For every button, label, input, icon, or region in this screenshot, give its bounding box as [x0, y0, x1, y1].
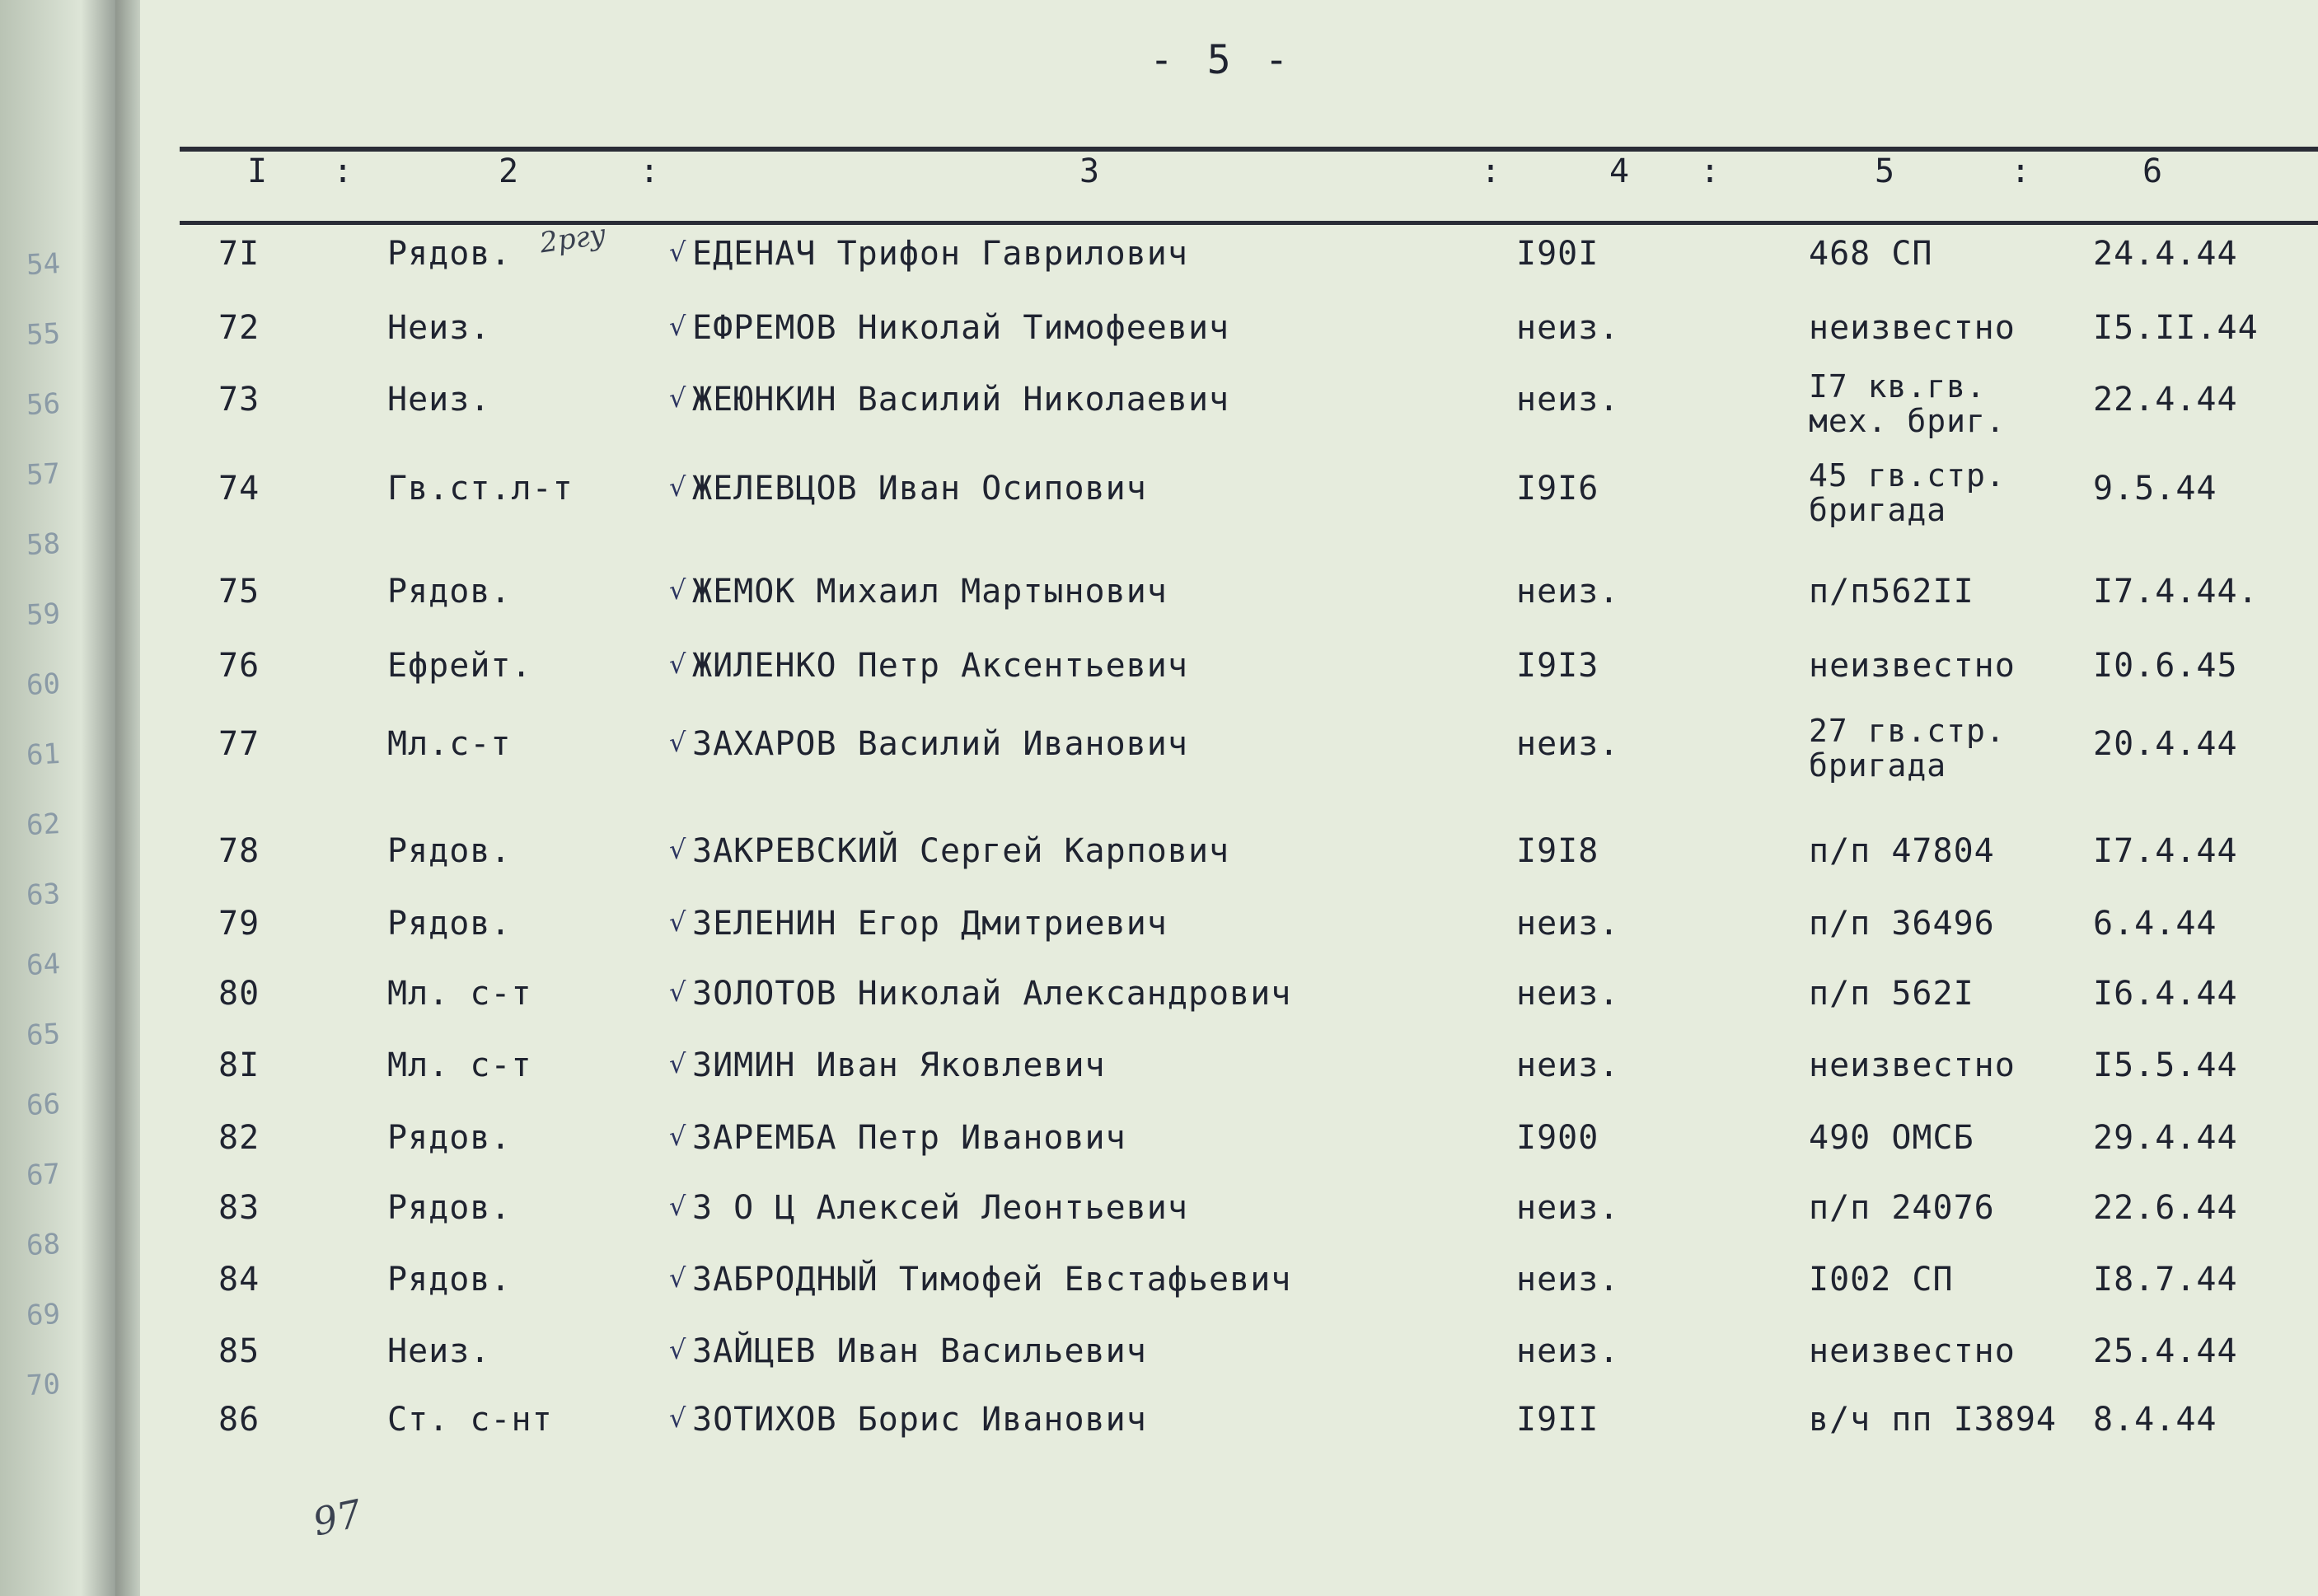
unit-cell: неизвестно — [1809, 1332, 2016, 1370]
row-number: 82 — [218, 1119, 260, 1157]
birth-year-cell: неиз. — [1516, 725, 1620, 763]
row-number: 73 — [218, 381, 260, 419]
unit-cell: 45 гв.стр. бригада — [1809, 457, 2006, 528]
date-cell: 6.4.44 — [2093, 905, 2217, 943]
unit-cell: в/ч пп I3894 — [1809, 1401, 2057, 1439]
header-separator: : — [1481, 152, 1501, 190]
row-number: 74 — [218, 470, 260, 508]
birth-year-cell: неиз. — [1516, 1261, 1620, 1299]
rank-cell: Мл. с-т — [387, 975, 532, 1013]
checkmark-icon: √ — [669, 574, 686, 606]
unit-cell: п/п 36496 — [1809, 905, 1995, 943]
left-page-row-number: 57 — [26, 456, 61, 493]
left-page-row-number: 55 — [26, 316, 61, 353]
row-number: 80 — [218, 975, 260, 1013]
unit-cell: 468 СП — [1809, 235, 1933, 273]
rank-cell: Неиз. — [387, 1332, 491, 1370]
checkmark-icon: √ — [669, 1121, 686, 1152]
name-cell: ЕФРЕМОВ Николай Тимофеевич — [692, 309, 1230, 347]
table-row — [0, 647, 2318, 713]
table-row — [0, 309, 2318, 375]
checkmark-icon: √ — [669, 976, 686, 1008]
left-page-row-number: 67 — [26, 1157, 61, 1193]
header-col-4: 4 — [1609, 152, 1630, 190]
header-col-2: 2 — [499, 152, 519, 190]
row-number: 8I — [218, 1046, 260, 1084]
row-number: 7I — [218, 235, 260, 273]
date-cell: I7.4.44. — [2093, 573, 2259, 611]
name-cell: ЗАБРОДНЫЙ Тимофей Евстафьевич — [692, 1261, 1292, 1299]
checkmark-icon: √ — [669, 236, 686, 268]
left-page-row-number: 54 — [26, 246, 61, 283]
birth-year-cell: неиз. — [1516, 309, 1620, 347]
left-page-row-number: 64 — [26, 947, 61, 983]
table-row — [0, 832, 2318, 898]
unit-cell: п/п562II — [1809, 573, 1974, 611]
birth-year-cell: неиз. — [1516, 1189, 1620, 1227]
margin-annotation: 2ргу — [537, 218, 608, 260]
birth-year-cell: неиз. — [1516, 573, 1620, 611]
date-cell: I7.4.44 — [2093, 832, 2238, 870]
table-row — [0, 1261, 2318, 1327]
table-header-rule — [180, 221, 2318, 225]
birth-year-cell: I9I6 — [1516, 470, 1599, 508]
birth-year-cell: I9I3 — [1516, 647, 1599, 685]
checkmark-icon: √ — [669, 382, 686, 414]
left-page-row-number: 58 — [26, 527, 61, 563]
header-separator: : — [639, 152, 660, 190]
birth-year-cell: I9I8 — [1516, 832, 1599, 870]
rank-cell: Гв.ст.л-т — [387, 470, 574, 508]
rank-cell: Мл. с-т — [387, 1046, 532, 1084]
page-number: - 5 - — [1150, 37, 1294, 83]
table-row — [0, 573, 2318, 639]
rank-cell: Неиз. — [387, 309, 491, 347]
birth-year-cell: неиз. — [1516, 905, 1620, 943]
date-cell: 9.5.44 — [2093, 470, 2217, 508]
birth-year-cell: I9II — [1516, 1401, 1599, 1439]
row-number: 78 — [218, 832, 260, 870]
rank-cell: Ефрейт. — [387, 647, 532, 685]
left-page-row-number: 69 — [26, 1297, 61, 1333]
unit-cell: п/п 24076 — [1809, 1189, 1995, 1227]
rank-cell: Рядов. — [387, 1261, 512, 1299]
name-cell: ЖЕМОК Михаил Мартынович — [692, 573, 1168, 611]
birth-year-cell: I900 — [1516, 1119, 1599, 1157]
row-number: 72 — [218, 309, 260, 347]
birth-year-cell: неиз. — [1516, 1332, 1620, 1370]
rank-cell: Рядов. — [387, 832, 512, 870]
name-cell: ЗЕЛЕНИН Егор Дмитриевич — [692, 905, 1168, 943]
checkmark-icon: √ — [669, 1048, 686, 1079]
left-page-row-number: 70 — [26, 1367, 61, 1403]
header-col-6: 6 — [2142, 152, 2163, 190]
name-cell: ЗАХАРОВ Василий Иванович — [692, 725, 1188, 763]
unit-cell: неизвестно — [1809, 647, 2016, 685]
date-cell: 20.4.44 — [2093, 725, 2238, 763]
checkmark-icon: √ — [669, 906, 686, 938]
left-page-row-number: 60 — [26, 667, 61, 703]
birth-year-cell: I90I — [1516, 235, 1599, 273]
table-row — [0, 1189, 2318, 1255]
table-row — [0, 713, 2318, 791]
unit-cell: п/п 47804 — [1809, 832, 1995, 870]
checkmark-icon: √ — [669, 471, 686, 503]
left-page-row-number: 63 — [26, 877, 61, 913]
table-row — [0, 1332, 2318, 1398]
row-number: 86 — [218, 1401, 260, 1439]
left-page-row-number: 65 — [26, 1017, 61, 1053]
date-cell: 8.4.44 — [2093, 1401, 2217, 1439]
name-cell: ЖИЛЕНКО Петр Аксентьевич — [692, 647, 1188, 685]
rank-cell: Рядов. — [387, 905, 512, 943]
row-number: 77 — [218, 725, 260, 763]
name-cell: ЖЕЮНКИН Василий Николаевич — [692, 381, 1230, 419]
checkmark-icon: √ — [669, 648, 686, 680]
date-cell: I6.4.44 — [2093, 975, 2238, 1013]
table-row — [0, 905, 2318, 971]
header-col-1: I — [247, 152, 268, 190]
left-page-row-number: 56 — [26, 386, 61, 423]
checkmark-icon: √ — [669, 834, 686, 865]
row-number: 79 — [218, 905, 260, 943]
left-page-row-number: 68 — [26, 1227, 61, 1263]
name-cell: ЗАКРЕВСКИЙ Сергей Карпович — [692, 832, 1230, 870]
unit-cell: 27 гв.стр. бригада — [1809, 713, 2006, 784]
header-separator: : — [333, 152, 354, 190]
birth-year-cell: неиз. — [1516, 1046, 1620, 1084]
birth-year-cell: неиз. — [1516, 381, 1620, 419]
date-cell: 29.4.44 — [2093, 1119, 2238, 1157]
date-cell: I8.7.44 — [2093, 1261, 2238, 1299]
checkmark-icon: √ — [669, 1191, 686, 1222]
left-page-row-number: 62 — [26, 807, 61, 843]
unit-cell: I002 СП — [1809, 1261, 1954, 1299]
row-number: 76 — [218, 647, 260, 685]
table-row — [0, 1401, 2318, 1467]
date-cell: 22.4.44 — [2093, 381, 2238, 419]
name-cell: З О Ц Алексей Леонтьевич — [692, 1189, 1188, 1227]
rank-cell: Мл.с-т — [387, 725, 512, 763]
name-cell: ЗАРЕМБА Петр Иванович — [692, 1119, 1126, 1157]
name-cell: ЗИМИН Иван Яковлевич — [692, 1046, 1106, 1084]
date-cell: I0.6.45 — [2093, 647, 2238, 685]
rank-cell: Рядов. — [387, 573, 512, 611]
row-number: 75 — [218, 573, 260, 611]
left-page-row-number: 59 — [26, 597, 61, 633]
header-col-3: 3 — [1079, 152, 1100, 190]
rank-cell: Рядов. — [387, 1189, 512, 1227]
unit-cell: неизвестно — [1809, 1046, 2016, 1084]
checkmark-icon: √ — [669, 1262, 686, 1294]
date-cell: I5.5.44 — [2093, 1046, 2238, 1084]
date-cell: 25.4.44 — [2093, 1332, 2238, 1370]
date-cell: 24.4.44 — [2093, 235, 2238, 273]
header-separator: : — [1700, 152, 1721, 190]
rank-cell: Ст. с-нт — [387, 1401, 553, 1439]
rank-cell: Рядов. — [387, 235, 512, 273]
checkmark-icon: √ — [669, 1402, 686, 1434]
date-cell: 22.6.44 — [2093, 1189, 2238, 1227]
table-row — [0, 975, 2318, 1041]
left-page-row-number: 66 — [26, 1087, 61, 1123]
header-col-5: 5 — [1875, 152, 1895, 190]
unit-cell: неизвестно — [1809, 309, 2016, 347]
pencil-page-mark: 97 — [309, 1491, 366, 1545]
table-row — [0, 457, 2318, 536]
unit-cell: 490 ОМСБ — [1809, 1119, 1974, 1157]
unit-cell: I7 кв.гв. мех. бриг. — [1809, 368, 2006, 439]
rank-cell: Неиз. — [387, 381, 491, 419]
table-row — [0, 1046, 2318, 1112]
checkmark-icon: √ — [669, 311, 686, 342]
name-cell: ЗОЛОТОВ Николай Александрович — [692, 975, 1292, 1013]
table-row — [0, 368, 2318, 447]
row-number: 83 — [218, 1189, 260, 1227]
table-top-rule — [180, 147, 2318, 152]
name-cell: ЕДЕНАЧ Трифон Гаврилович — [692, 235, 1188, 273]
name-cell: ЖЕЛЕВЦОВ Иван Осипович — [692, 470, 1147, 508]
table-row — [0, 235, 2318, 301]
table-row — [0, 1119, 2318, 1185]
checkmark-icon: √ — [669, 727, 686, 758]
checkmark-icon: √ — [669, 1334, 686, 1365]
name-cell: ЗАЙЦЕВ Иван Васильевич — [692, 1332, 1147, 1370]
header-separator: : — [2011, 152, 2031, 190]
rank-cell: Рядов. — [387, 1119, 512, 1157]
unit-cell: п/п 562I — [1809, 975, 1974, 1013]
row-number: 84 — [218, 1261, 260, 1299]
date-cell: I5.II.44 — [2093, 309, 2259, 347]
left-page-row-number: 61 — [26, 737, 61, 773]
row-number: 85 — [218, 1332, 260, 1370]
birth-year-cell: неиз. — [1516, 975, 1620, 1013]
name-cell: ЗОТИХОВ Борис Иванович — [692, 1401, 1147, 1439]
